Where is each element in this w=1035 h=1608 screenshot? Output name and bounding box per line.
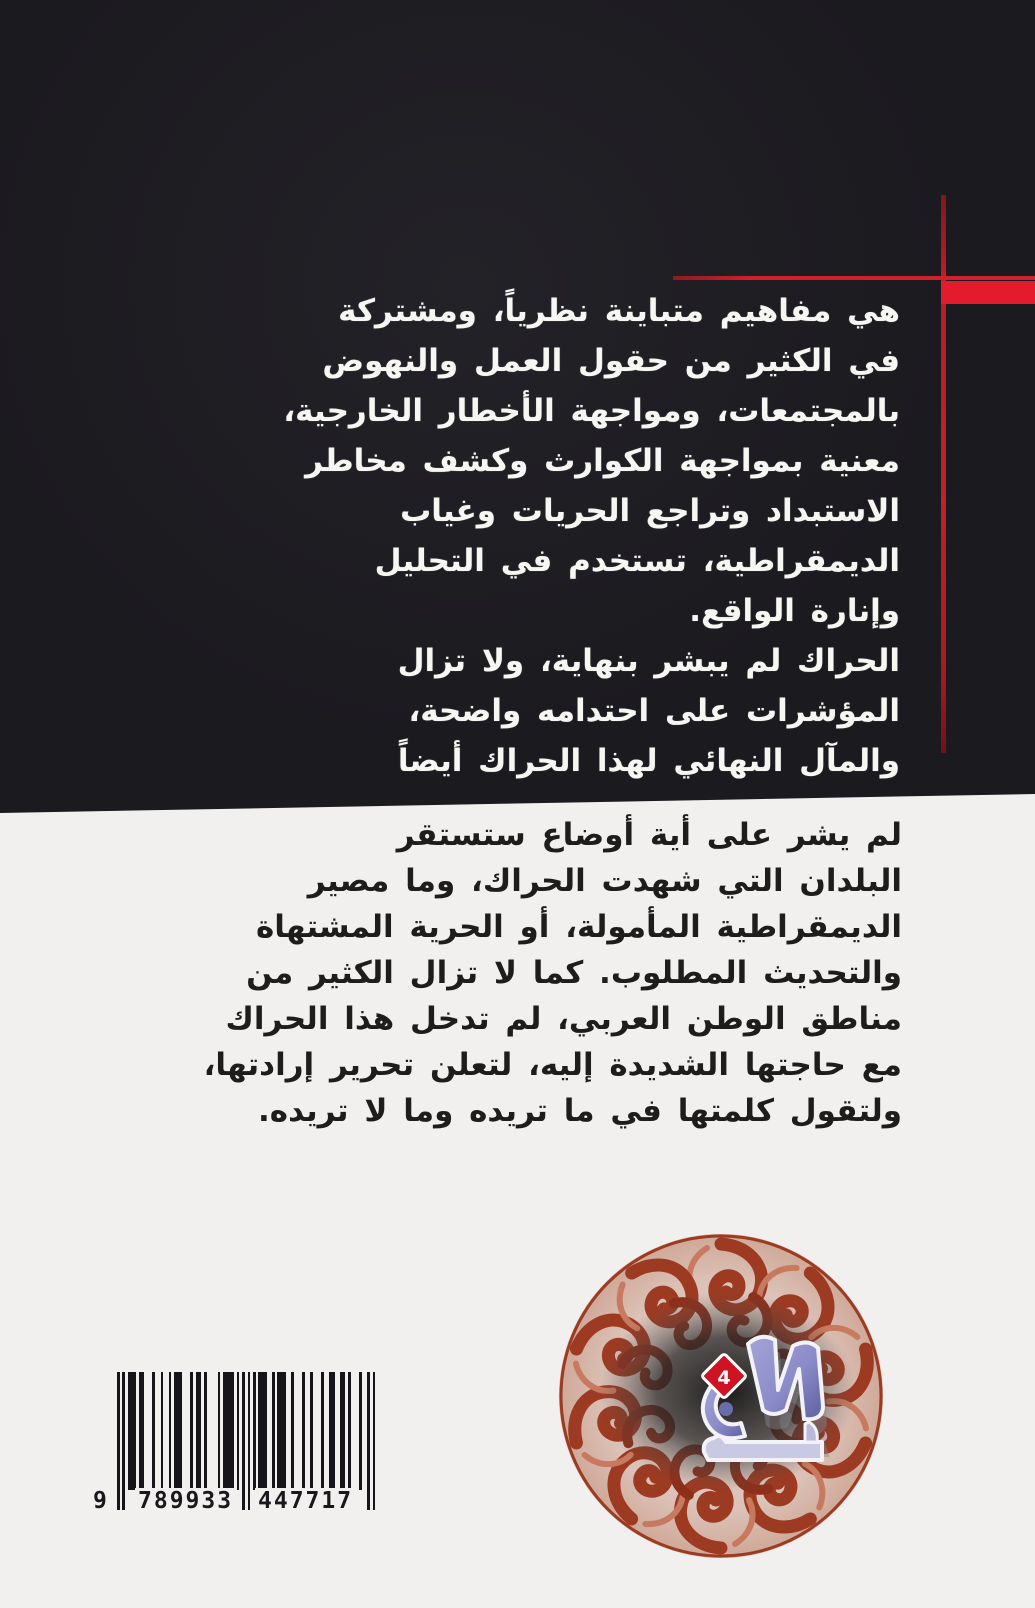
red-cross-thick-bar — [941, 281, 1035, 304]
text-line: والمآل النهائي لهذا الحراك أيضاً — [397, 743, 900, 779]
blurb-paragraph-top — [283, 286, 900, 786]
text-line: هي مفاهيم متباينة نظرياً، ومشتركة — [338, 293, 900, 329]
text-line: بالمجتمعات، ومواجهة الأخطار الخارجية، — [283, 393, 900, 429]
barcode-left-digits: 789933 — [135, 1488, 236, 1514]
text-line: ولتقول كلمتها في ما تريده وما لا تريده. — [258, 1093, 902, 1129]
text-line: المؤشرات على احتدامه واضحة، — [408, 693, 900, 729]
text-line: والتحديث المطلوب. كما لا تزال الكثير من — [246, 955, 902, 991]
text-line: لم يشر على أية أوضاع ستستقر — [396, 817, 902, 853]
logo-badge-number: 4 — [717, 1367, 731, 1389]
text-line: البلدان التي شهدت الحراك، وما مصير — [307, 863, 902, 899]
publisher-logo — [551, 1226, 891, 1566]
text-line: مع حاجتها الشديدة إليه، لتعلن تحرير إرادتها، — [203, 1047, 902, 1083]
red-cross-horizontal-line — [673, 276, 1035, 280]
text-line: الحراك لم يبشر بنهاية، ولا تزال — [397, 643, 900, 679]
blurb-paragraph-bottom — [204, 812, 902, 1134]
text-line: معنية بمواجهة الكوارث وكشف مخاطر — [305, 443, 900, 479]
text-line: في الكثير من حقول العمل والنهوض — [322, 343, 900, 379]
barcode-first-digit: 9 — [93, 1488, 109, 1514]
barcode-right-digits: 447717 — [255, 1488, 356, 1514]
publisher-logo-icon — [551, 1226, 891, 1566]
text-line: الاستبداد وتراجع الحريات وغياب — [400, 493, 900, 529]
text-line: مناطق الوطن العربي، لم تدخل هذا الحراك — [225, 1001, 902, 1037]
isbn-barcode — [93, 1372, 393, 1520]
text-line: الديمقراطية المأمولة، أو الحرية المشتهاة — [255, 909, 902, 945]
text-line: وإنارة الواقع. — [689, 593, 900, 629]
text-line: الديمقراطية، تستخدم في التحليل — [374, 543, 900, 579]
